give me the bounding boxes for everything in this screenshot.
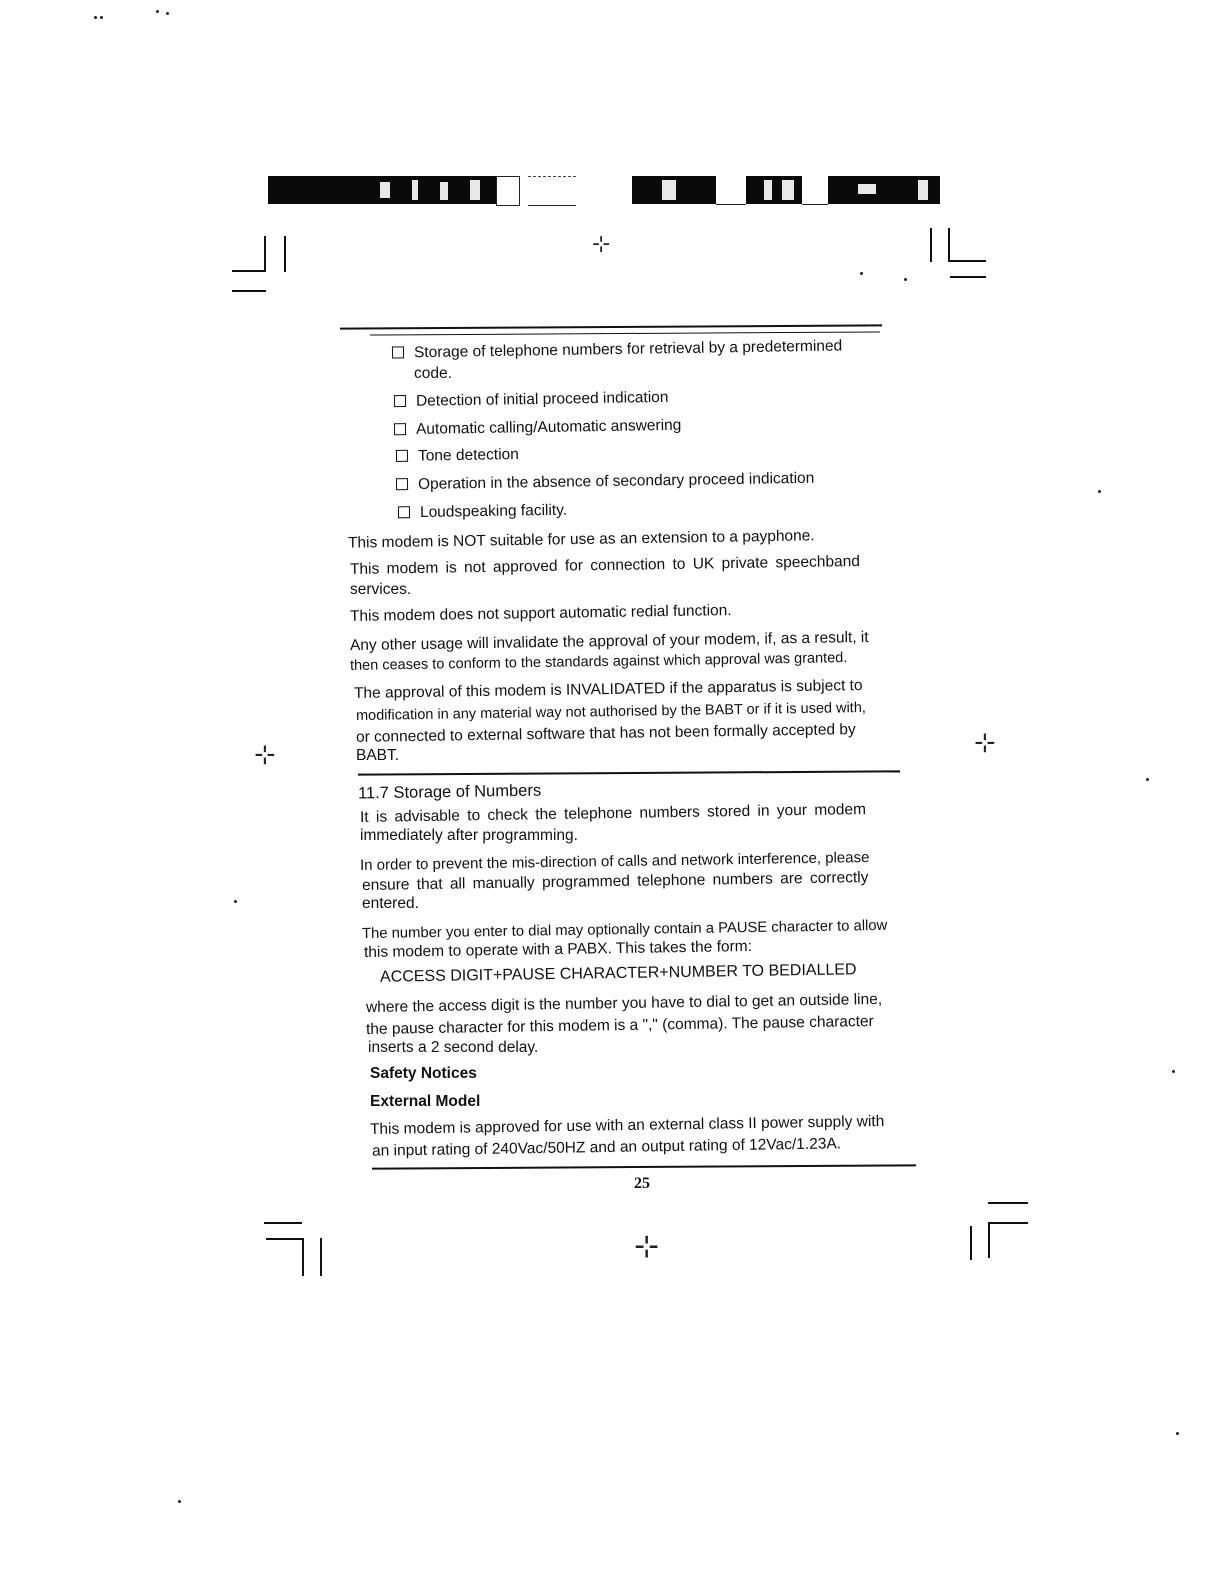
paragraph-line: This modem is NOT suitable for use as an extension to a payphone. xyxy=(347,527,815,552)
crop-mark xyxy=(266,1238,302,1240)
header-scan-block xyxy=(380,182,390,198)
paragraph-line: BABT. xyxy=(356,747,400,764)
paragraph-line: This modem is approved for use with an external class II power supply with xyxy=(369,1112,885,1139)
crop-mark xyxy=(264,236,266,272)
crop-mark xyxy=(320,1238,322,1276)
scan-speck xyxy=(1176,1432,1179,1435)
checkbox-icon xyxy=(394,423,406,435)
crop-mark xyxy=(302,1238,304,1276)
header-scan-gap xyxy=(716,176,746,205)
paragraph-line: This modem does not support automatic redial function. xyxy=(349,602,732,625)
crop-mark xyxy=(232,290,266,292)
scan-speck xyxy=(1172,1070,1175,1073)
scan-speck xyxy=(860,272,863,275)
crop-mark xyxy=(232,270,266,272)
list-item: Automatic calling/Automatic answering xyxy=(394,416,682,441)
paragraph-line: the pause character for this modem is a "," (comma). The pause character xyxy=(365,1013,874,1038)
list-item: Loudspeaking facility. xyxy=(398,501,567,524)
paragraph-line: Any other usage will invalidate the approval of your modem, if, as a result, it xyxy=(349,628,869,655)
paragraph-line: or connected to external software that has not been formally accepted by xyxy=(355,721,856,746)
scan-speck xyxy=(1098,490,1101,493)
dial-format: ACCESS DIGIT+PAUSE CHARACTER+NUMBER TO BEDIALLED xyxy=(379,961,857,986)
crop-mark xyxy=(284,236,286,272)
registration-mark-icon: ⊹ xyxy=(592,232,611,257)
list-item: Detection of initial proceed indication xyxy=(394,388,669,412)
paragraph-line: The number you enter to dial may optionally contain a PAUSE character to allow xyxy=(361,917,888,943)
scan-speck xyxy=(100,16,103,19)
crop-mark xyxy=(950,276,986,278)
paragraph-line: This modem is not approved for connection to UK private speechband xyxy=(349,552,861,579)
paragraph-line: where the access digit is the number you have to dial to get an outside line, xyxy=(365,990,883,1017)
page-number: 25 xyxy=(634,1175,650,1192)
paragraph-line: In order to prevent the mis-direction of calls and network interference, please xyxy=(359,849,870,874)
header-scan-block xyxy=(440,182,448,200)
registration-mark-icon: ⊹ xyxy=(254,740,276,770)
header-scan-block xyxy=(918,180,928,200)
scan-speck xyxy=(166,12,169,15)
section-heading: 11.7 Storage of Numbers xyxy=(357,781,542,803)
scan-speck xyxy=(156,10,159,13)
scan-speck xyxy=(234,900,237,903)
header-scan-block xyxy=(764,180,772,200)
crop-mark xyxy=(948,260,986,262)
crop-mark xyxy=(930,228,932,262)
header-scan-block xyxy=(412,180,418,200)
header-scan-gap xyxy=(496,176,520,206)
header-scan-gap xyxy=(802,176,828,205)
header-scan-gap xyxy=(528,176,576,206)
paragraph-line: It is advisable to check the telephone numbers stored in your modem xyxy=(359,801,867,826)
scan-speck xyxy=(904,278,907,281)
paragraph-line: immediately after programming. xyxy=(360,827,578,844)
crop-mark xyxy=(264,1222,302,1224)
paragraph-line: ensure that all manually programmed telephone numbers are correctly xyxy=(361,869,869,894)
checkbox-icon xyxy=(394,395,406,407)
checkbox-icon xyxy=(398,506,410,518)
top-rule-thin xyxy=(370,331,880,335)
top-rule xyxy=(340,324,882,329)
header-scan-block xyxy=(782,180,794,200)
header-scan-block xyxy=(858,184,876,194)
header-scan-block xyxy=(662,180,676,200)
section-rule xyxy=(358,770,900,775)
crop-mark xyxy=(988,1202,1028,1204)
list-item-continued: code. xyxy=(414,365,452,382)
list-item: Tone detection xyxy=(396,445,519,467)
paragraph-line: entered. xyxy=(362,895,419,912)
paragraph-line: then ceases to conform to the standards against which approval was granted. xyxy=(349,650,848,674)
registration-mark-icon: ⊹ xyxy=(974,728,996,758)
crop-mark xyxy=(948,228,950,262)
header-scan-block xyxy=(470,180,480,200)
checkbox-icon xyxy=(392,346,404,358)
paragraph-line: inserts a 2 second delay. xyxy=(368,1039,539,1056)
crop-mark xyxy=(988,1222,990,1258)
checkbox-icon xyxy=(396,478,408,490)
scan-speck xyxy=(1146,778,1149,781)
subheading-safety: Safety Notices xyxy=(370,1065,477,1082)
list-item: Storage of telephone numbers for retrieval by a predetermined xyxy=(392,336,842,363)
subheading-external: External Model xyxy=(370,1093,481,1110)
paragraph-line: this modem to operate with a PABX. This takes the form: xyxy=(363,937,753,962)
checkbox-icon xyxy=(396,450,408,462)
bottom-rule xyxy=(372,1164,916,1169)
crop-mark xyxy=(970,1226,972,1260)
list-item: Operation in the absence of secondary proceed indication xyxy=(396,469,815,496)
paragraph-line: services. xyxy=(350,581,412,598)
paragraph-line: an input rating of 240Vac/50HZ and an output rating of 12Vac/1.23A. xyxy=(371,1135,842,1160)
registration-mark-icon: ⊹ xyxy=(634,1229,660,1264)
scan-speck xyxy=(178,1500,181,1503)
scan-speck xyxy=(94,16,97,19)
crop-mark xyxy=(988,1222,1028,1224)
paragraph-line: modification in any material way not authorised by the BABT or if it is used with, xyxy=(355,699,867,725)
paragraph-line: The approval of this modem is INVALIDATED if the apparatus is subject to xyxy=(353,677,863,702)
